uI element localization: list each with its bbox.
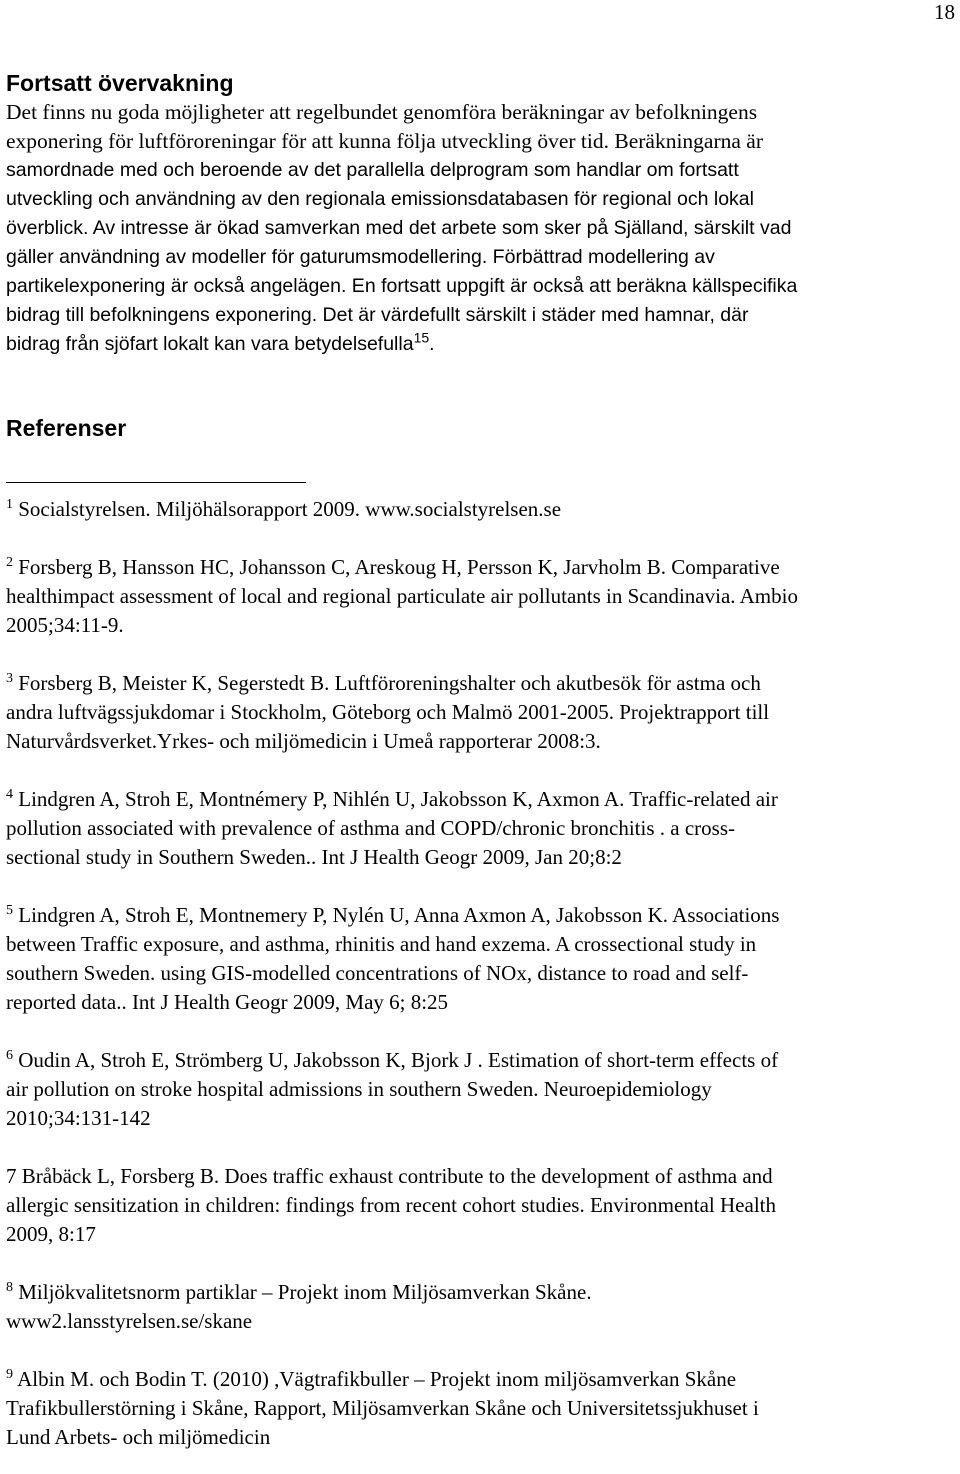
reference-item xyxy=(6,669,951,756)
paragraph-line-text: bidrag från sjöfart lokalt kan vara betydelsefulla xyxy=(6,333,414,355)
reference-text: 2005;34:11-9. xyxy=(6,613,124,637)
reference-line xyxy=(6,1365,951,1394)
reference-line xyxy=(6,1104,951,1133)
paragraph-line: överblick. Av intresse är ökad samverkan med det arbete som sker på Själland, särskilt vad xyxy=(6,217,792,239)
reference-line xyxy=(6,582,951,611)
reference-line xyxy=(6,1046,951,1075)
reference-text: pollution associated with prevalence of asthma and COPD/chronic bronchitis . a cross- xyxy=(6,816,735,840)
reference-line xyxy=(6,1220,951,1249)
reference-line xyxy=(6,1162,951,1191)
reference-line xyxy=(6,698,951,727)
reference-text: Trafikbullerstörning i Skåne, Rapport, Miljösamverkan Skåne och Universitetssjukhuset i xyxy=(6,1396,759,1420)
reference-line xyxy=(6,988,951,1017)
reference-text: Albin M. och Bodin T. (2010) ,Vägtrafikbuller – Projekt inom miljösamverkan Skåne xyxy=(17,1367,737,1391)
reference-line xyxy=(6,727,951,756)
reference-number: 4 xyxy=(6,787,13,802)
reference-line xyxy=(6,553,951,582)
reference-text: air pollution on stroke hospital admissions in southern Sweden. Neuroepidemiology xyxy=(6,1077,712,1101)
reference-line xyxy=(6,843,951,872)
reference-number: 5 xyxy=(6,903,13,918)
reference-text: Miljökvalitetsnorm partiklar – Projekt inom Miljösamverkan Skåne. xyxy=(18,1280,592,1304)
reference-item xyxy=(6,553,951,640)
reference-text: Lindgren A, Stroh E, Montnemery P, Nylén U, Anna Axmon A, Jakobsson K. Associations xyxy=(18,903,780,927)
reference-number: 3 xyxy=(6,671,13,686)
reference-item xyxy=(6,1365,951,1452)
reference-line xyxy=(6,1307,951,1336)
reference-text: Socialstyrelsen. Miljöhälsorapport 2009. www.socialstyrelsen.se xyxy=(18,497,562,521)
reference-line xyxy=(6,1423,951,1452)
reference-line xyxy=(6,1191,951,1220)
paragraph-line: samordnade med och beroende av det parallella delprogram som handlar om fortsatt xyxy=(6,159,739,181)
page-content xyxy=(6,68,951,1452)
reference-text: Oudin A, Stroh E, Strömberg U, Jakobsson K, Bjork J . Estimation of short-term effects of xyxy=(18,1048,779,1072)
reference-text: allergic sensitization in children: findings from recent cohort studies. Environmental Health xyxy=(6,1193,776,1217)
reference-line xyxy=(6,669,951,698)
reference-text: Lund Arbets- och miljömedicin xyxy=(6,1425,271,1449)
reference-line xyxy=(6,611,951,640)
paragraph-line: partikelexponering är också angelägen. En fortsatt uppgift är också att beräkna källspecifika xyxy=(6,275,798,297)
paragraph-line: gäller användning av modeller för gaturumsmodellering. Förbättrad modellering av xyxy=(6,246,715,268)
reference-list xyxy=(6,495,951,1452)
reference-item xyxy=(6,495,951,524)
page-number: 18 xyxy=(934,0,955,24)
reference-number: 9 xyxy=(6,1367,13,1382)
reference-line xyxy=(6,1075,951,1104)
reference-text: 2009, 8:17 xyxy=(6,1222,96,1246)
reference-item xyxy=(6,785,951,872)
section-heading-fortsatt-overvakning: Fortsatt övervakning xyxy=(6,70,234,96)
reference-text: Lindgren A, Stroh E, Montnémery P, Nihlén U, Jakobsson K, Axmon A. Traffic-related air xyxy=(18,787,778,811)
reference-line xyxy=(6,814,951,843)
reference-line xyxy=(6,959,951,988)
paragraph-line: bidrag till befolkningens exponering. Det är värdefullt särskilt i städer med hamnar, där xyxy=(6,304,749,326)
reference-text: andra luftvägssjukdomar i Stockholm, Göteborg och Malmö 2001-2005. Projektrapport till xyxy=(6,700,770,724)
footnote-separator xyxy=(6,482,306,483)
reference-line xyxy=(6,785,951,814)
paragraph-line: exponering för luftföroreningar för att kunna följa utveckling över tid. Beräkningarna är xyxy=(6,129,764,153)
reference-item xyxy=(6,1278,951,1336)
reference-text: 7 Bråbäck L, Forsberg B. Does traffic exhaust contribute to the development of asthma and xyxy=(6,1164,773,1188)
reference-number: 6 xyxy=(6,1048,13,1063)
footnote-reference-15: 15 xyxy=(413,329,430,346)
reference-text: reported data.. Int J Health Geogr 2009, May 6; 8:25 xyxy=(6,990,449,1014)
reference-text: southern Sweden. using GIS-modelled concentrations of NOx, distance to road and self- xyxy=(6,961,749,985)
paragraph-line-last xyxy=(6,330,951,359)
reference-text: www2.lansstyrelsen.se/skane xyxy=(6,1309,253,1333)
reference-item xyxy=(6,901,951,1017)
reference-text: 2010;34:131-142 xyxy=(6,1106,151,1130)
reference-item xyxy=(6,1046,951,1133)
reference-item xyxy=(6,1162,951,1249)
reference-number: 1 xyxy=(6,497,13,512)
reference-line xyxy=(6,495,951,524)
reference-text: Naturvårdsverket.Yrkes- och miljömedicin i Umeå rapporterar 2008:3. xyxy=(6,729,601,753)
reference-number: 2 xyxy=(6,555,13,570)
reference-text: Forsberg B, Meister K, Segerstedt B. Luftföroreningshalter och akutbesök för astma och xyxy=(18,671,761,695)
section-paragraph xyxy=(6,98,951,359)
paragraph-line-end: . xyxy=(429,333,435,355)
reference-text: Forsberg B, Hansson HC, Johansson C, Areskoug H, Persson K, Jarvholm B. Comparative xyxy=(18,555,780,579)
paragraph-line: Det finns nu goda möjligheter att regelbundet genomföra beräkningar av befolkningens xyxy=(6,100,758,124)
reference-line xyxy=(6,930,951,959)
reference-text: between Traffic exposure, and asthma, rhinitis and hand exzema. A crossectional study in xyxy=(6,932,757,956)
reference-text: sectional study in Southern Sweden.. Int J Health Geogr 2009, Jan 20;8:2 xyxy=(6,845,622,869)
reference-number: 8 xyxy=(6,1280,13,1295)
reference-line xyxy=(6,901,951,930)
section-heading-referenser: Referenser xyxy=(6,415,127,441)
reference-text: healthimpact assessment of local and regional particulate air pollutants in Scandinavia. Ambio xyxy=(6,584,798,608)
paragraph-line: utveckling och användning av den regionala emissionsdatabasen för regional och lokal xyxy=(6,188,754,210)
reference-line xyxy=(6,1278,951,1307)
reference-line xyxy=(6,1394,951,1423)
